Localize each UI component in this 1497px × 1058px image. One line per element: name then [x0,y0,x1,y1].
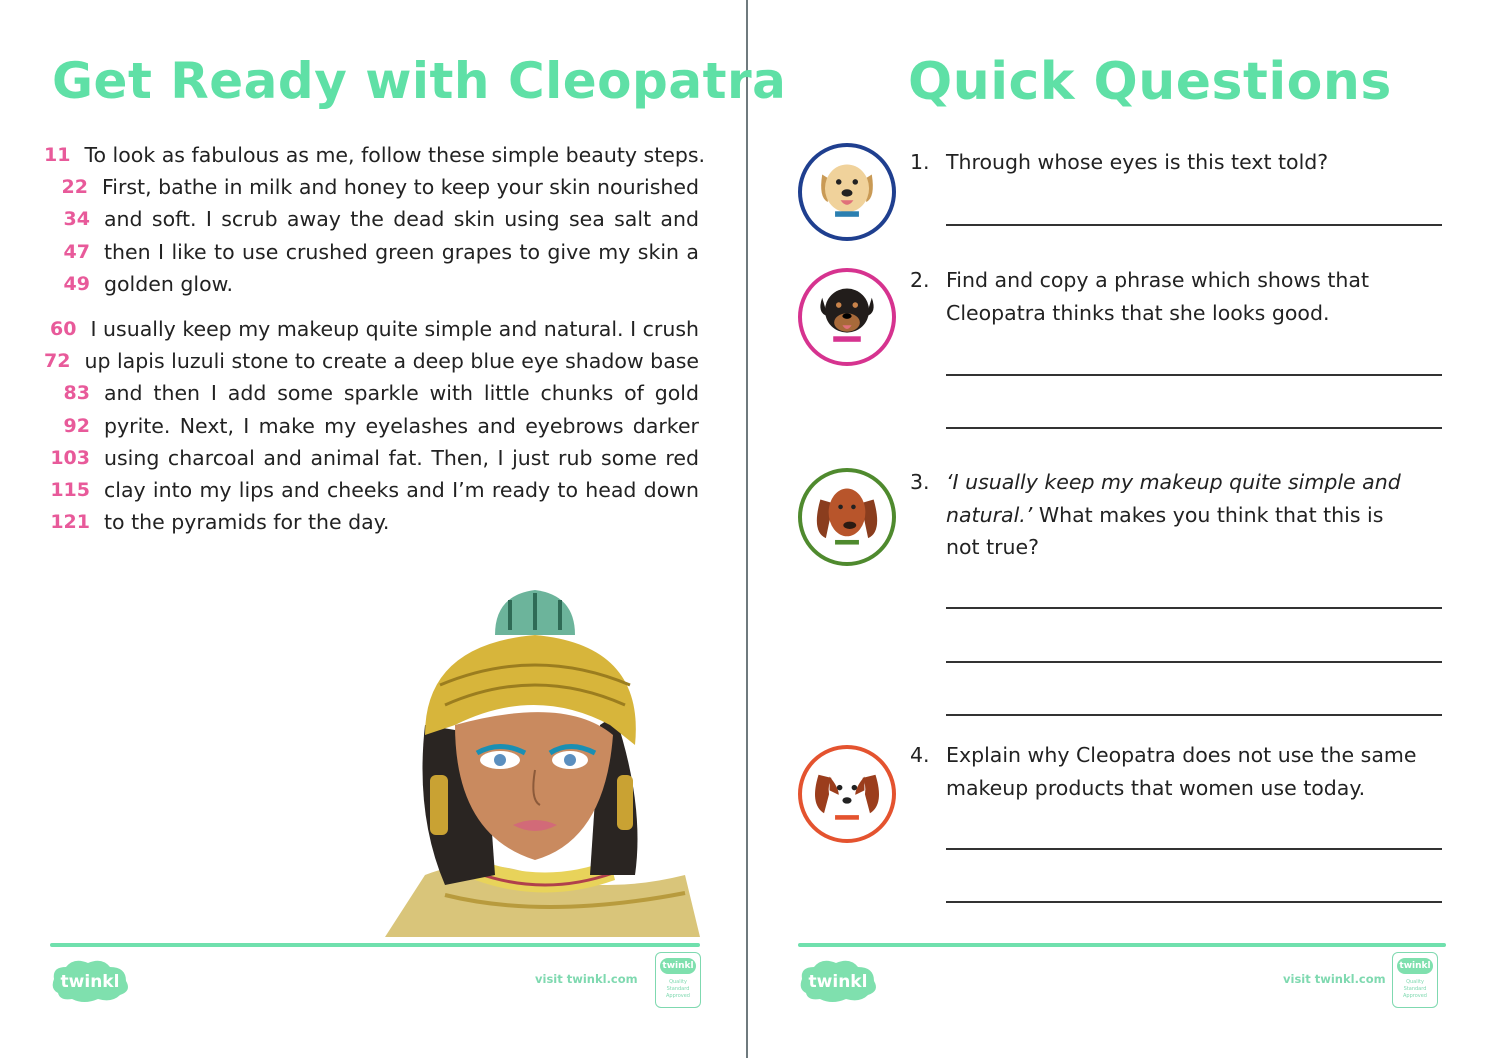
question-1 [910,146,1420,179]
golden-retriever-icon [798,143,896,241]
question-number: 1. [910,150,930,174]
word-count-number: 72 [44,350,71,373]
answer-line[interactable] [946,848,1442,850]
passage-line [44,236,699,268]
passage-line [44,268,699,300]
word-count-number: 115 [50,479,90,502]
passage-text: First, bathe in milk and honey to keep your skin nourished [101,175,699,200]
passage-line [44,313,699,345]
question-2 [910,264,1420,329]
svg-text:twinkl: twinkl [808,972,868,992]
word-count-number: 83 [63,382,90,405]
question-4 [910,739,1420,804]
passage-text: up lapis luzuli stone to create a deep blue eye shadow base [84,349,700,374]
passage-line [44,506,699,538]
quoted-phrase: ‘I usually keep my makeup quite simple and natural.’ [946,470,1401,527]
passage-text: then I like to use crushed green grapes to give my skin a [104,239,699,264]
passage-line [44,171,699,203]
passage-text: and soft. I scrub away the dead skin using sea salt and [104,207,699,232]
word-count-number: 11 [44,144,71,166]
passage-text: and then I add some sparkle with little chunks of gold [104,381,699,406]
word-count-number: 22 [61,176,88,199]
answer-line[interactable] [946,374,1442,376]
visit-link-left[interactable]: visit twinkl.com [535,972,638,986]
cleopatra-illustration [385,575,700,937]
quality-badge-right: twinkl Quality Standard Approved [1392,952,1438,1008]
passage-text: to the pyramids for the day. [104,510,390,535]
question-3 [910,466,1420,564]
question-number: 4. [910,743,930,767]
twinkl-logo [796,955,880,1007]
passage-text: To look as fabulous as me, follow these simple beauty steps. [84,143,706,167]
question-prompt: What makes you think that this is not true? [946,502,1384,559]
question-number: 2. [910,268,930,292]
answer-line[interactable] [946,901,1442,903]
twinkl-logo [48,955,132,1007]
answer-line[interactable] [946,661,1442,663]
word-count-number: 60 [50,318,77,340]
rottweiler-icon [798,268,896,366]
passage-line [44,410,699,442]
paragraph [44,313,699,538]
passage-text: using charcoal and animal fat. Then, I just rub some red [104,445,699,470]
passage-line [44,474,699,506]
word-count-number: 34 [63,208,90,231]
footer-rule-left [50,943,700,947]
passage-text: pyrite. Next, I make my eyelashes and eyebrows darker [104,413,699,438]
word-count-number: 49 [63,272,90,295]
passage-line [44,139,706,171]
footer-rule-right [798,943,1446,947]
page-divider [746,0,748,1058]
word-count-number: 103 [50,446,90,469]
answer-line[interactable] [946,427,1442,429]
paragraph [44,139,706,300]
question-text: Through whose eyes is this text told? [946,150,1329,174]
bloodhound-icon [798,468,896,566]
answer-line[interactable] [946,607,1442,609]
passage-text: I usually keep my makeup quite simple and natural. I crush [90,317,699,341]
passage-text: clay into my lips and cheeks and I’m ready to head down [104,478,699,503]
svg-text:twinkl: twinkl [60,972,120,992]
question-text [946,466,1420,564]
passage-line [44,377,699,409]
question-number: 3. [910,470,930,494]
quality-badge-left: twinkl Quality Standard Approved [655,952,701,1008]
visit-link-right[interactable]: visit twinkl.com [1283,972,1386,986]
word-count-number: 92 [63,414,90,437]
passage-text: golden glow. [104,271,234,296]
answer-line[interactable] [946,714,1442,716]
passage-line [44,203,699,235]
word-count-number: 47 [63,240,90,263]
question-text: Explain why Cleopatra does not use the same makeup products that women use today. [946,743,1417,800]
page-title-left: Get Ready with Cleopatra [52,52,787,110]
word-count-number: 121 [50,511,90,534]
passage-line [44,442,699,474]
answer-line[interactable] [946,224,1442,226]
passage-line [44,345,699,377]
page-title-right: Quick Questions [908,52,1392,112]
question-text: Find and copy a phrase which shows that Cleopatra thinks that she looks good. [946,268,1370,325]
spaniel-icon [798,745,896,843]
